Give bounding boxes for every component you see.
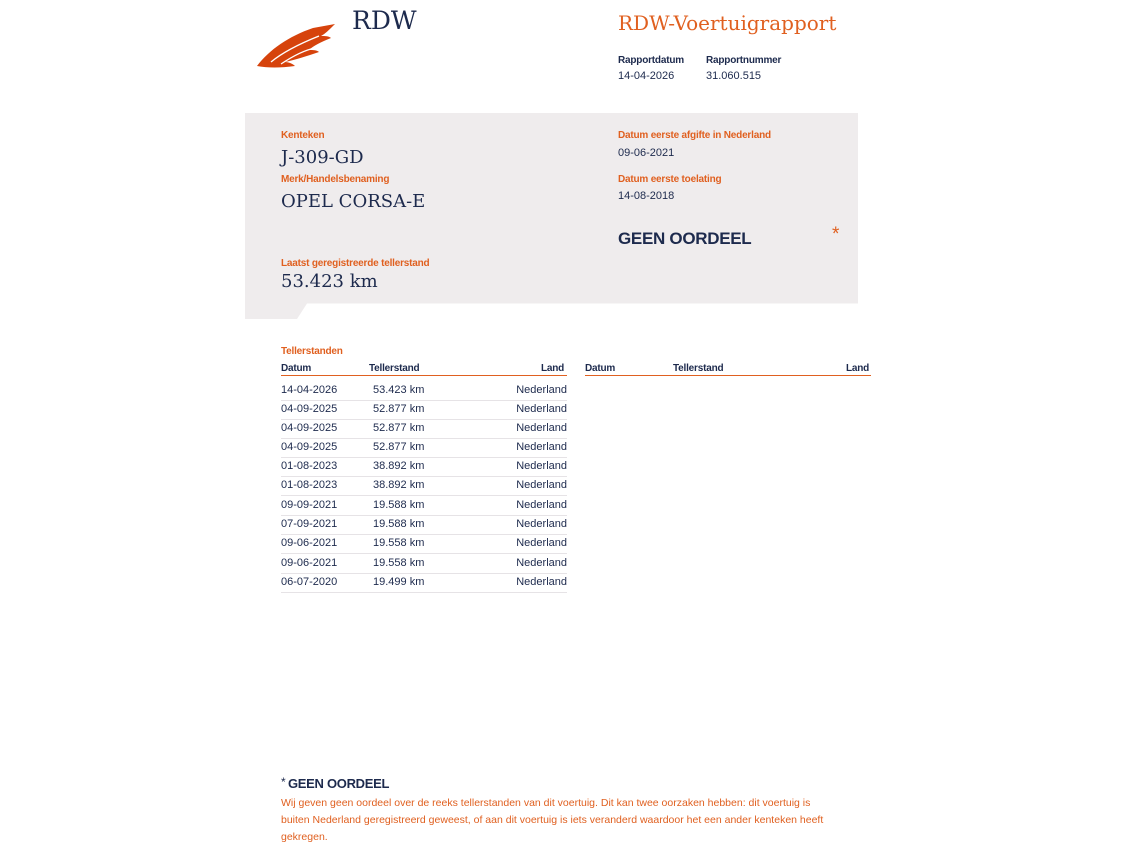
cell-country: Nederland (516, 576, 567, 588)
note-text: Wij geven geen oordeel over de reeks tellerstanden van dit voertuig. Dit kan twee oorzaken hebben: dit voertuig is buiten Nederland geregistreerd geweest, of aan dit voertuig is iets veranderd waardoor het een ander kenteken heeft gekregen. (281, 797, 824, 843)
report-title: RDW-Voertuigrapport (618, 11, 837, 35)
header-divider (281, 375, 567, 376)
cell-reading: 19.558 km (373, 557, 425, 569)
cell-country: Nederland (516, 479, 567, 491)
cell-reading: 19.499 km (373, 576, 425, 588)
cell-country: Nederland (516, 403, 567, 415)
cell-date: 01-08-2023 (281, 460, 338, 472)
col-header-date: Datum (281, 363, 312, 374)
table-row (281, 381, 567, 401)
cell-reading: 38.892 km (373, 479, 425, 491)
table-row (281, 457, 567, 477)
cell-date: 04-09-2025 (281, 422, 338, 434)
cell-reading: 52.877 km (373, 422, 425, 434)
cell-country: Nederland (516, 518, 567, 530)
cell-reading: 52.877 km (373, 403, 425, 415)
readings-title: Tellerstanden (281, 346, 343, 357)
cell-date: 04-09-2025 (281, 403, 338, 415)
cell-date: 14-04-2026 (281, 384, 338, 396)
report-number-label: Rapportnummer (706, 55, 782, 66)
cell-country: Nederland (516, 557, 567, 569)
brand-name: RDW (352, 6, 417, 35)
cell-date: 01-08-2023 (281, 479, 338, 491)
odometer-value: 53.423 km (281, 271, 378, 292)
note-marker: * (281, 775, 286, 789)
first-admission-label: Datum eerste toelating (618, 174, 722, 185)
first-registration-nl-value: 09-06-2021 (618, 147, 675, 159)
table-row (281, 496, 567, 516)
note-title: GEEN OORDEEL (288, 776, 390, 791)
table-row (281, 419, 567, 439)
col-header-reading-2: Tellerstand (673, 363, 724, 374)
col-header-country-2: Land (846, 363, 870, 374)
plate-label: Kenteken (281, 130, 325, 141)
cell-date: 09-09-2021 (281, 499, 338, 511)
rdw-logo-icon (255, 22, 339, 68)
cell-reading: 19.588 km (373, 499, 425, 511)
cell-reading: 38.892 km (373, 460, 425, 472)
cell-reading: 19.588 km (373, 518, 425, 530)
table-row (281, 554, 567, 574)
cell-date: 07-09-2021 (281, 518, 338, 530)
cell-reading: 19.558 km (373, 537, 425, 549)
header-divider-2 (585, 375, 871, 376)
table-row (281, 573, 567, 593)
cell-country: Nederland (516, 537, 567, 549)
cell-country: Nederland (516, 499, 567, 511)
table-row (281, 476, 567, 496)
table-row (281, 515, 567, 535)
col-header-reading: Tellerstand (369, 363, 420, 374)
make-label: Merk/Handelsbenaming (281, 174, 390, 185)
cell-date: 09-06-2021 (281, 537, 338, 549)
report-date: 14-04-2026 (618, 70, 675, 82)
cell-reading: 52.877 km (373, 441, 425, 453)
cell-reading: 53.423 km (373, 384, 425, 396)
cell-date: 04-09-2025 (281, 441, 338, 453)
col-header-date-2: Datum (585, 363, 616, 374)
first-registration-nl-label: Datum eerste afgifte in Nederland (618, 130, 771, 141)
cell-country: Nederland (516, 384, 567, 396)
cell-country: Nederland (516, 441, 567, 453)
cell-country: Nederland (516, 460, 567, 472)
table-row (281, 534, 567, 554)
verdict-text: GEEN OORDEEL (618, 229, 752, 248)
cell-date: 06-07-2020 (281, 576, 338, 588)
odometer-label: Laatst geregistreerde tellerstand (281, 258, 430, 269)
col-header-country: Land (541, 363, 565, 374)
make-value: OPEL CORSA-E (281, 191, 426, 212)
plate-value: J-309-GD (281, 147, 364, 168)
report-number: 31.060.515 (706, 70, 762, 82)
cell-date: 09-06-2021 (281, 557, 338, 569)
verdict-marker: * (832, 224, 840, 245)
first-admission-value: 14-08-2018 (618, 190, 675, 202)
table-row (281, 438, 567, 458)
report-date-label: Rapportdatum (618, 55, 684, 66)
cell-country: Nederland (516, 422, 567, 434)
table-row (281, 400, 567, 420)
